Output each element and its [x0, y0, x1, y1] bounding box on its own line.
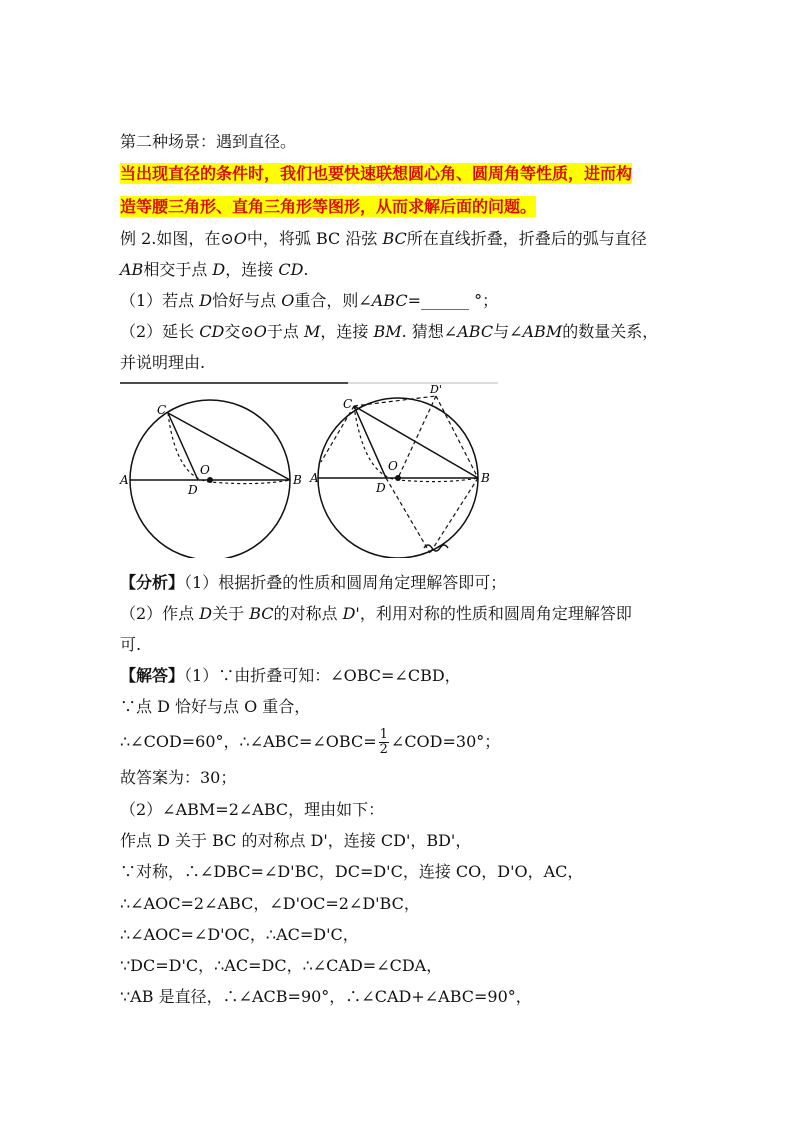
solution-text: （1）∵由折叠可知：∠OBC=∠CBD，	[184, 666, 461, 685]
math-var: D	[199, 604, 213, 623]
analysis-text: 的对称点	[273, 604, 343, 623]
question-text: 交⊙	[224, 322, 254, 341]
solution-text: ∵AB 是直径，∴∠ACB=90°，∴∠CAD+∠ABC=90°，	[120, 987, 532, 1006]
question-text: 并说明理由.	[120, 353, 206, 372]
question-text: （1）若点	[120, 291, 200, 310]
fraction-denominator: 2	[379, 742, 388, 757]
solution-line-4	[120, 768, 236, 788]
section-heading-text: 第二种场景：遇到直径。	[120, 132, 297, 151]
example-text: 例 2.如图，在⊙	[120, 229, 234, 248]
question-text: . 猜想∠	[401, 322, 458, 341]
solution-text: ∴∠AOC=∠D'OC，∴AC=D'C，	[120, 925, 359, 944]
solution-line-2	[120, 697, 310, 717]
math-var: D	[212, 260, 226, 279]
math-var: ABM	[522, 322, 563, 341]
math-var: AB	[120, 260, 144, 279]
solution-line-10	[120, 956, 442, 976]
example-line-1	[120, 229, 647, 249]
segment-cd	[168, 413, 198, 480]
highlight-line-1	[120, 164, 632, 184]
fraction-numerator: 1	[379, 727, 388, 742]
math-var: O	[281, 291, 295, 310]
segment-dm	[386, 478, 430, 553]
segment-dpo	[398, 396, 436, 478]
solution-text: ∵点 D 恰好与点 O 重合，	[120, 697, 311, 716]
label-a-right: A	[310, 471, 319, 485]
solution-text: ∵对称，∴∠DBC=∠D'BC，DC=D'C，连接 CO，D'O，AC，	[120, 862, 584, 881]
center-dot	[207, 477, 213, 483]
question-text: 重合，则∠	[294, 291, 372, 310]
highlight-text-2: 造等腰三角形、直角三角形等图形，从而求解后面的问题。	[120, 197, 537, 216]
analysis-tag: 【分析】	[120, 573, 185, 592]
geometry-figures	[118, 378, 502, 558]
math-var: BC	[382, 229, 407, 248]
question-text: 的数量关系，	[562, 322, 659, 341]
solution-text: 故答案为：30；	[120, 768, 237, 787]
label-b: B	[293, 473, 302, 487]
segment-ac	[321, 406, 354, 462]
label-dprime: D'	[430, 383, 442, 396]
solution-text: ∴∠COD=60°，∴∠ABC=∠OBC=	[120, 732, 377, 751]
question-text: （2）延长	[120, 322, 200, 341]
label-d: D	[188, 483, 198, 497]
math-var: M	[304, 322, 321, 341]
example-line-2	[120, 260, 309, 280]
label-c-right: C	[343, 397, 353, 411]
label-o-right: O	[388, 459, 398, 473]
example-text: 所在直线折叠，折叠后的弧与直径	[406, 229, 647, 248]
solution-text: 作点 D 关于 BC 的对称点 D'，连接 CD'，BD'，	[120, 831, 472, 850]
example-text: 相交于点	[143, 260, 213, 279]
label-b-right: B	[481, 471, 490, 485]
figure-left	[119, 400, 302, 558]
math-var: O	[233, 229, 247, 248]
solution-line-7	[120, 862, 583, 882]
solution-line-3	[120, 728, 500, 757]
solution-line-5	[120, 800, 384, 820]
highlight-text-1: 当出现直径的条件时，我们也要快速联想圆心角、圆周角等性质，进而构	[120, 164, 633, 183]
question-text: ，连接	[320, 322, 374, 341]
solution-line-6	[120, 831, 471, 851]
solution-text: ∠COD=30°；	[390, 732, 501, 751]
question-1	[120, 291, 498, 311]
solution-line-9	[120, 925, 359, 945]
section-heading	[120, 132, 296, 152]
solution-line-11	[120, 987, 532, 1007]
math-var: ABC	[457, 322, 494, 341]
solution-text: （2）∠ABM=2∠ABC，理由如下：	[120, 800, 385, 819]
math-var: D'	[342, 604, 360, 623]
highlight-line-2	[120, 197, 536, 217]
solution-line-1	[120, 666, 461, 686]
question-2-cont	[120, 353, 205, 373]
example-text: 中，将弧 BC 沿弦	[246, 229, 383, 248]
math-var: CD	[278, 260, 304, 279]
analysis-line-2	[120, 604, 632, 624]
analysis-text: ，利用对称的性质和圆周角定理解答即	[359, 604, 632, 623]
chord-bc	[168, 413, 290, 480]
question-2	[120, 322, 658, 342]
math-var: BC	[249, 604, 274, 623]
analysis-text: 关于	[212, 604, 250, 623]
label-o: O	[200, 463, 210, 477]
label-d-right: D	[376, 481, 386, 495]
analysis-line-1	[120, 573, 506, 593]
question-text: 恰好与点	[212, 291, 282, 310]
segment-cd-right	[354, 406, 386, 478]
figure-right	[309, 383, 490, 558]
question-text: 与∠	[493, 322, 523, 341]
solution-text: ∵DC=D'C，∴AC=DC，∴∠CAD=∠CDA，	[120, 956, 443, 975]
question-text: =______ °；	[407, 291, 499, 310]
math-var: ABC	[371, 291, 408, 310]
math-var: BM	[373, 322, 402, 341]
center-dot-right	[395, 475, 401, 481]
analysis-text: 可.	[120, 635, 142, 654]
math-var: O	[253, 322, 267, 341]
example-text: ，连接	[225, 260, 279, 279]
segment-bm	[430, 478, 478, 553]
question-text: 于点	[266, 322, 304, 341]
solution-text: ∴∠AOC=2∠ABC，∠D'OC=2∠D'BC，	[120, 894, 420, 913]
analysis-text: （2）作点	[120, 604, 200, 623]
label-c: C	[157, 403, 167, 417]
solution-tag: 【解答】	[120, 666, 185, 685]
fraction-half	[379, 728, 389, 757]
math-var: CD	[199, 322, 225, 341]
label-a: A	[120, 473, 129, 487]
math-var: D	[199, 291, 213, 310]
solution-line-8	[120, 894, 420, 914]
example-text: .	[303, 260, 309, 279]
analysis-text: （1）根据折叠的性质和圆周角定理解答即可；	[184, 573, 507, 592]
analysis-line-3	[120, 635, 141, 655]
